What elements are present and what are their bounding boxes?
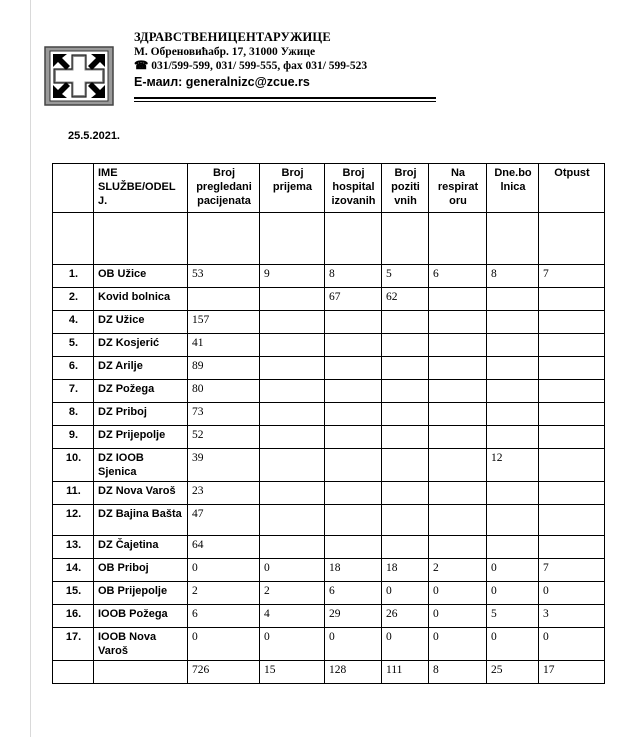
col-header-service: IME SLUŽBE/ODEL J. [94, 164, 188, 213]
table-row [53, 288, 605, 311]
table-row [53, 628, 605, 661]
cell-value: 8 [487, 265, 539, 288]
org-name: ЗДРАВСТВЕНИЦЕНТАРУЖИЦЕ [134, 30, 331, 44]
cell-value [325, 505, 382, 536]
cell-value [539, 334, 605, 357]
total-value: 128 [325, 661, 382, 684]
cell-value: 7 [539, 265, 605, 288]
cell-value: 73 [188, 403, 260, 426]
cell-value: 7 [539, 559, 605, 582]
table-row [53, 449, 605, 482]
cell-value: 6 [429, 265, 487, 288]
cell-value [429, 288, 487, 311]
col-header-discharged: Otpust [539, 164, 605, 213]
cell-value [539, 403, 605, 426]
cell-value: 2 [188, 582, 260, 605]
letterhead [134, 30, 474, 91]
total-value: 25 [487, 661, 539, 684]
cell-value [429, 426, 487, 449]
cell-value [487, 403, 539, 426]
table-row [53, 403, 605, 426]
row-index: 6. [53, 357, 94, 380]
col-header-admissions: Broj prijema [260, 164, 325, 213]
cell-value: 2 [429, 559, 487, 582]
table-row [53, 380, 605, 403]
cell-value [260, 449, 325, 482]
row-index: 7. [53, 380, 94, 403]
service-name: DZ Čajetina [94, 536, 188, 559]
row-index: 17. [53, 628, 94, 661]
row-index: 12. [53, 505, 94, 536]
cell-value: 52 [188, 426, 260, 449]
cell-value [539, 380, 605, 403]
cell-value [382, 482, 429, 505]
cell-value: 0 [429, 582, 487, 605]
row-index: 11. [53, 482, 94, 505]
table-row [53, 482, 605, 505]
cell-value [382, 334, 429, 357]
cell-value [325, 449, 382, 482]
col-header-hospitalized: Broj hospital izovanih [325, 164, 382, 213]
cell-value: 0 [188, 559, 260, 582]
org-email: Е-маил: generalnizc@zcue.rs [134, 75, 310, 89]
cell-value [429, 357, 487, 380]
service-name: OB Užice [94, 265, 188, 288]
cell-value [382, 403, 429, 426]
cell-value [429, 334, 487, 357]
cell-value [260, 357, 325, 380]
cell-value [382, 426, 429, 449]
row-index: 14. [53, 559, 94, 582]
row-index: 10. [53, 449, 94, 482]
table-row [53, 357, 605, 380]
total-value [94, 661, 188, 684]
service-name: DZ Bajina Bašta [94, 505, 188, 536]
cell-value [487, 334, 539, 357]
service-name: DZ Arilje [94, 357, 188, 380]
row-index: 9. [53, 426, 94, 449]
cell-value: 18 [325, 559, 382, 582]
cell-value [539, 482, 605, 505]
cell-value: 89 [188, 357, 260, 380]
table-row [53, 582, 605, 605]
cell-value [325, 311, 382, 334]
cell-value: 3 [539, 605, 605, 628]
table-row [53, 536, 605, 559]
cell-value [260, 311, 325, 334]
cell-value: 0 [382, 582, 429, 605]
cell-value [429, 311, 487, 334]
cell-value: 5 [487, 605, 539, 628]
cell-value [260, 482, 325, 505]
totals-row [53, 661, 605, 684]
cell-value: 62 [382, 288, 429, 311]
cell-value: 23 [188, 482, 260, 505]
service-name: DZ Požega [94, 380, 188, 403]
cell-value: 0 [429, 628, 487, 661]
cell-value [539, 449, 605, 482]
cell-value [260, 403, 325, 426]
total-value: 15 [260, 661, 325, 684]
cell-value: 0 [487, 559, 539, 582]
cell-value [325, 334, 382, 357]
cell-value [487, 536, 539, 559]
cell-value [539, 505, 605, 536]
col-header-positive: Broj poziti vnih [382, 164, 429, 213]
service-name: Kovid bolnica [94, 288, 188, 311]
letterhead-rule-thin [134, 101, 436, 102]
service-name: IOOB Požega [94, 605, 188, 628]
cell-value [487, 505, 539, 536]
cell-value [325, 482, 382, 505]
total-value: 111 [382, 661, 429, 684]
cell-value [487, 482, 539, 505]
cell-value [429, 505, 487, 536]
cell-value: 67 [325, 288, 382, 311]
cell-value: 53 [188, 265, 260, 288]
health-center-logo [44, 46, 114, 106]
row-index: 1. [53, 265, 94, 288]
org-address: М. Обреновићабр. 17, 31000 Ужице [134, 46, 316, 58]
report-date: 25.5.2021. [68, 130, 120, 142]
row-index: 15. [53, 582, 94, 605]
cell-value [539, 357, 605, 380]
cell-value: 26 [382, 605, 429, 628]
table-row [53, 559, 605, 582]
cell-value [487, 288, 539, 311]
service-name: DZ IOOB Sjenica [94, 449, 188, 482]
cell-value: 9 [260, 265, 325, 288]
cell-value: 2 [260, 582, 325, 605]
service-name: DZ Priboj [94, 403, 188, 426]
cell-value: 47 [188, 505, 260, 536]
cell-value [539, 426, 605, 449]
cell-value [487, 357, 539, 380]
cell-value: 0 [539, 582, 605, 605]
cell-value: 0 [382, 628, 429, 661]
cell-value [382, 380, 429, 403]
cell-value: 4 [260, 605, 325, 628]
row-index: 8. [53, 403, 94, 426]
cell-value [260, 426, 325, 449]
cell-value [487, 426, 539, 449]
col-header-respirator: Na respirat oru [429, 164, 487, 213]
letterhead-rule [134, 97, 436, 99]
cell-value: 0 [260, 559, 325, 582]
cell-value: 0 [487, 582, 539, 605]
cell-value: 0 [487, 628, 539, 661]
service-name: DZ Prijepolje [94, 426, 188, 449]
row-index: 2. [53, 288, 94, 311]
table-row [53, 334, 605, 357]
table-row [53, 605, 605, 628]
cell-value: 6 [325, 582, 382, 605]
cell-value: 0 [260, 628, 325, 661]
service-name: DZ Užice [94, 311, 188, 334]
service-name: OB Priboj [94, 559, 188, 582]
table-row [53, 265, 605, 288]
cell-value [325, 426, 382, 449]
cell-value [325, 403, 382, 426]
row-index: 4. [53, 311, 94, 334]
cell-value [487, 311, 539, 334]
cell-value: 41 [188, 334, 260, 357]
cell-value [325, 380, 382, 403]
total-value: 17 [539, 661, 605, 684]
org-phones: ☎ 031/599-599, 031/ 599-555, фах 031/ 599-523 [134, 60, 368, 72]
table-header-row [53, 164, 605, 213]
cell-value: 18 [382, 559, 429, 582]
table-blank-row [53, 213, 605, 265]
cell-value: 12 [487, 449, 539, 482]
cell-value [382, 505, 429, 536]
cell-value: 157 [188, 311, 260, 334]
row-index: 5. [53, 334, 94, 357]
cell-value [487, 380, 539, 403]
cell-value [539, 288, 605, 311]
table-row [53, 311, 605, 334]
table-row [53, 426, 605, 449]
report-table [52, 163, 605, 684]
cell-value [382, 311, 429, 334]
cell-value: 0 [325, 628, 382, 661]
cell-value: 29 [325, 605, 382, 628]
cell-value [325, 536, 382, 559]
total-value [53, 661, 94, 684]
cell-value: 39 [188, 449, 260, 482]
row-index: 13. [53, 536, 94, 559]
cell-value: 64 [188, 536, 260, 559]
cell-value [260, 380, 325, 403]
cell-value: 0 [188, 628, 260, 661]
total-value: 726 [188, 661, 260, 684]
col-header-examined: Broj pregledani pacijenata [188, 164, 260, 213]
table-row [53, 505, 605, 536]
cell-value: 5 [382, 265, 429, 288]
service-name: DZ Kosjerić [94, 334, 188, 357]
cell-value: 8 [325, 265, 382, 288]
cell-value [260, 334, 325, 357]
cell-value [429, 403, 487, 426]
cell-value [260, 505, 325, 536]
row-index: 16. [53, 605, 94, 628]
cell-value [260, 536, 325, 559]
service-name: DZ Nova Varoš [94, 482, 188, 505]
service-name: OB Prijepolje [94, 582, 188, 605]
cell-value [188, 288, 260, 311]
cell-value [382, 449, 429, 482]
cell-value [260, 288, 325, 311]
cell-value [325, 357, 382, 380]
cell-value: 0 [429, 605, 487, 628]
page-margin-line [30, 0, 31, 737]
cell-value [539, 536, 605, 559]
cell-value [382, 357, 429, 380]
cell-value: 6 [188, 605, 260, 628]
cell-value: 0 [539, 628, 605, 661]
cell-value [429, 482, 487, 505]
cell-value [382, 536, 429, 559]
cell-value [539, 311, 605, 334]
service-name: IOOB Nova Varoš [94, 628, 188, 661]
total-value: 8 [429, 661, 487, 684]
cell-value [429, 380, 487, 403]
cell-value [429, 536, 487, 559]
cell-value [429, 449, 487, 482]
col-header-day-hospital: Dne.bo lnica [487, 164, 539, 213]
cell-value: 80 [188, 380, 260, 403]
col-header-index [53, 164, 94, 213]
